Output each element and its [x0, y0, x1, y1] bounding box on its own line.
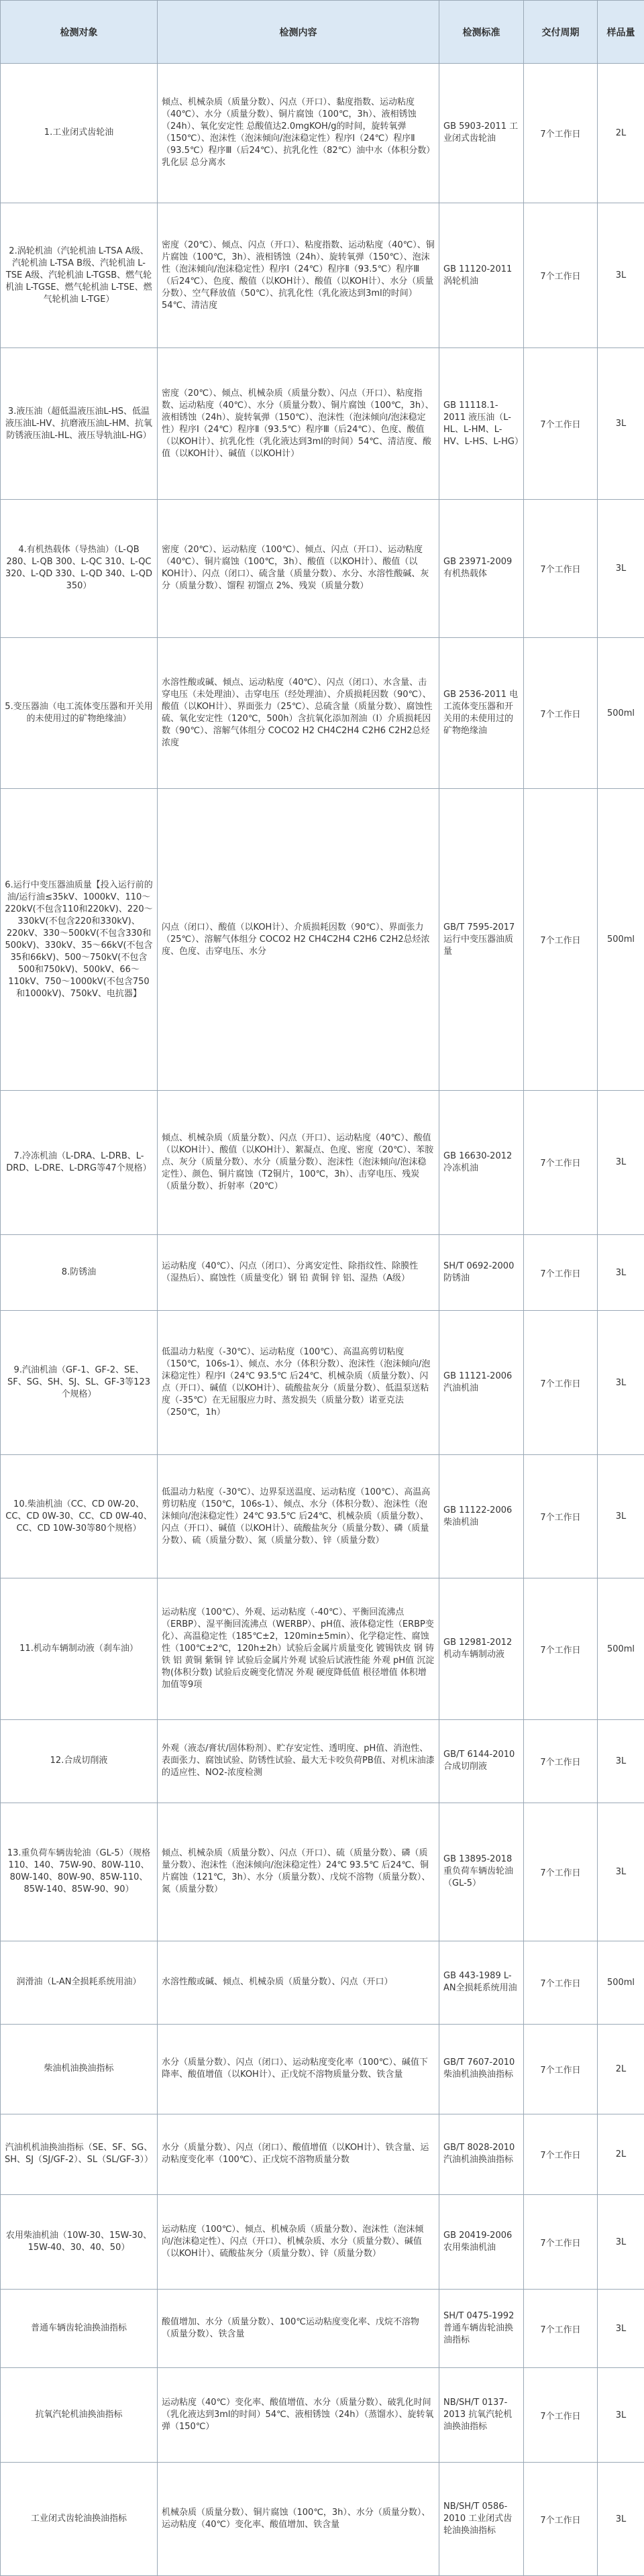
cell-amount: 3L: [598, 1234, 644, 1311]
table-row: [1, 2368, 644, 2463]
cell-amount: 500ml: [598, 1941, 644, 2024]
cell-standard: GB/T 7595-2017 运行中变压器油质量: [439, 789, 524, 1090]
cell-content: 外观（液态/膏状/固体粉剂）、贮存安定性、透明度、pH值、消泡性、表面张力、腐蚀试验、防锈性试验、最大无卡咬负荷PB值、对机床油漆的适应性、NO2-浓度检测: [158, 1719, 439, 1803]
cell-content: 酸值增加、水分（质量分数）、100℃运动粘度变化率、戊烷不溶物（质量分数）、铁含量: [158, 2290, 439, 2368]
cell-content: 倾点、机械杂质（质量分数）、闪点（开口）、运动粘度（40℃）、酸值（以KOH计）、酸值（以KOH计）、絮凝点、色度、密度（20℃）、苯胺点、灰分（质量分数）、水分（质量分数）、泡沫性（泡沫倾向/泡沫稳定性）、颜色、铜片腐蚀（T2铜片，100℃，3h）、击穿电压、残炭（质量分数）、折射率（20℃）: [158, 1090, 439, 1234]
cell-object: 7.冷冻机油（L-DRA、L-DRB、L-DRD、L-DRE、L-DRG等47个规格）: [1, 1090, 158, 1234]
cell-content: 倾点、机械杂质（质量分数）、闪点（开口）、硫（质量分数）、磷（质量分数）、泡沫性（泡沫倾向/泡沫稳定性）24℃ 93.5℃ 后24℃、铜片腐蚀（121℃，3h）、水分（质量分数）、戊烷不溶物（质量分数）、氮（质量分数）: [158, 1803, 439, 1941]
cell-object: 10.柴油机油（CC、CD 0W-20、CC、CD 0W-30、CC、CD 0W-40、CC、CD 10W-30等80个规格）: [1, 1455, 158, 1578]
cell-standard: NB/SH/T 0586-2010 工业闭式齿轮油换油指标: [439, 2463, 524, 2576]
cell-period: 7个工作日: [524, 1803, 598, 1941]
cell-period: 7个工作日: [524, 2290, 598, 2368]
cell-content: 低温动力粘度（-30℃）、运动粘度（100℃）、高温高剪切粘度（150℃，106s-1）、倾点、水分（体积分数）、泡沫性（泡沫倾向/泡沫稳定性）程序Ⅰ（24℃ 93.5℃ 后24℃、机械杂质（质量分数）、闪点（开口）、碱值（以KOH计）、硫酸盐灰分（质量分数）、低温泵送粘度（-35℃）在无屈服应力时、蒸发损失（质量分数）诺亚克法（250℃，1h）: [158, 1311, 439, 1455]
cell-standard: GB/T 8028-2010 汽油机油换油指标: [439, 2114, 524, 2195]
cell-period: 7个工作日: [524, 1234, 598, 1311]
cell-period: 7个工作日: [524, 500, 598, 638]
cell-content: 水溶性酸或碱、倾点、机械杂质（质量分数）、闪点（开口）: [158, 1941, 439, 2024]
cell-amount: 3L: [598, 500, 644, 638]
header-row: [1, 1, 644, 64]
cell-period: 7个工作日: [524, 2114, 598, 2195]
header-standard: 检测标准: [439, 1, 524, 64]
table-row: [1, 789, 644, 1090]
table-row: [1, 1941, 644, 2024]
cell-standard: GB 13895-2018 重负荷车辆齿轮油（GL-5）: [439, 1803, 524, 1941]
cell-object: 农用柴油机油（10W-30、15W-30、15W-40、30、40、50）: [1, 2195, 158, 2290]
header-content: 检测内容: [158, 1, 439, 64]
cell-standard: NB/SH/T 0137-2013 抗氧汽轮机油换油指标: [439, 2368, 524, 2463]
cell-object: 柴油机油换油指标: [1, 2024, 158, 2114]
cell-period: 7个工作日: [524, 2024, 598, 2114]
cell-standard: GB 20419-2006 农用柴油机油: [439, 2195, 524, 2290]
cell-period: 7个工作日: [524, 1719, 598, 1803]
cell-amount: 3L: [598, 1311, 644, 1455]
cell-period: 7个工作日: [524, 1941, 598, 2024]
table-row: [1, 1803, 644, 1941]
cell-amount: 500ml: [598, 789, 644, 1090]
cell-amount: 3L: [598, 2463, 644, 2576]
cell-content: 闪点（闭口）、酸值（以KOH计）、介质损耗因数（90℃）、界面张力（25℃）、溶解气体组分 COCO2 H2 CH4C2H4 C2H6 C2H2总烃浓度、色度、击穿电压、水分: [158, 789, 439, 1090]
cell-amount: 2L: [598, 2024, 644, 2114]
cell-standard: SH/T 0475-1992 普通车辆齿轮油换油指标: [439, 2290, 524, 2368]
cell-amount: 3L: [598, 203, 644, 347]
cell-amount: 2L: [598, 2114, 644, 2195]
cell-standard: GB/T 6144-2010 合成切削液: [439, 1719, 524, 1803]
cell-period: 7个工作日: [524, 203, 598, 347]
cell-object: 8.防锈油: [1, 1234, 158, 1311]
cell-content: 密度（20℃）、倾点、机械杂质（质量分数）、闪点（开口）、粘度指数、运动粘度（40℃）、水分（质量分数）、铜片腐蚀（100℃，3h）、液相锈蚀（24h）、旋转氧弹（150℃）、泡沫性（泡沫倾向/泡沫稳定性）程序Ⅰ（24℃）程序Ⅱ（93.5℃）程序Ⅲ（后24℃）、色度、酸值（以KOH计）、抗乳化性（乳化液达到3ml的时间）54℃、清洁度、酸值（以KOH计）、碱值（以KOH计）: [158, 348, 439, 500]
cell-content: 水分（质量分数）、闪点（闭口）、酸值增值（以KOH计）、铁含量、运动粘度变化率（100℃）、正戊烷不溶物质量分数: [158, 2114, 439, 2195]
table-row: [1, 637, 644, 789]
cell-period: 7个工作日: [524, 2195, 598, 2290]
header-period: 交付周期: [524, 1, 598, 64]
cell-period: 7个工作日: [524, 1090, 598, 1234]
cell-content: 低温动力粘度（-30℃）、边界泵送温度、运动粘度（100℃）、高温高剪切粘度（150℃，106s-1）、倾点、水分（体积分数）、泡沫性（泡沫倾向/泡沫稳定性）24℃ 93.5℃ 后24℃、机械杂质（质量分数）、闪点（开口）、碱值（以KOH计）、硫酸盐灰分（质量分数）、磷（质量分数）、硫（质量分数）、氮（质量分数）、锌（质量分数）: [158, 1455, 439, 1578]
cell-content: 水分（质量分数）、闪点（闭口）、运动粘度变化率（100℃）、碱值下降率、酸值增值（以KOH计）、正戊烷不溶物质量分数、铁含量: [158, 2024, 439, 2114]
cell-content: 机械杂质（质量分数）、铜片腐蚀（100℃，3h）、水分（质量分数）、运动粘度（40℃）变化率、酸值增加、铁含量: [158, 2463, 439, 2576]
cell-amount: 3L: [598, 1090, 644, 1234]
cell-content: 运动粘度（100℃）、外观、运动粘度（-40℃）、平衡回流沸点（ERBP）、湿平衡回流沸点（WERBP）、pH值、液体稳定性（ERBP变化）、高温稳定性（185℃±2，120min±5min）、化学稳定性、腐蚀性（100℃±2℃，120h±2h）试验后金属片质量变化 镀锡铁皮 钢 铸铁 铝 黄铜 紫铜 锌 试验后金属片外观 试验后试液性能 外观 pH值 沉淀物(体积分数) 试验后皮碗变化情况 外观 硬度降低值 根径增值 体积增加值等9项: [158, 1578, 439, 1719]
cell-object: 12.合成切削液: [1, 1719, 158, 1803]
table-row: [1, 500, 644, 638]
cell-period: 7个工作日: [524, 64, 598, 203]
cell-content: 倾点、机械杂质（质量分数）、闪点（开口）、黏度指数、运动粘度（40℃）、水分（质量分数）、铜片腐蚀（100℃，3h）、液相锈蚀（24h）、氧化安定性 总酸值达2.0mgKOH/g的时间，旋转氧弹（150℃）、泡沫性（泡沫倾向/泡沫稳定性）程序Ⅰ（24℃）程序Ⅱ（93.5℃）程序Ⅲ（后24℃）、抗乳化性（82℃）油中水（体积分数）乳化层 总分离水: [158, 64, 439, 203]
cell-period: 7个工作日: [524, 348, 598, 500]
table-row: [1, 2195, 644, 2290]
cell-object: 13.重负荷车辆齿轮油（GL-5）（规格110、140、75W-90、80W-110、80W-140、80W-90、85W-110、85W-140、85W-90、90）: [1, 1803, 158, 1941]
cell-standard: GB 11122-2006 柴油机油: [439, 1455, 524, 1578]
cell-standard: GB 12981-2012 机动车辆制动液: [439, 1578, 524, 1719]
cell-standard: SH/T 0692-2000 防锈油: [439, 1234, 524, 1311]
cell-standard: GB/T 7607-2010 柴油机油换油指标: [439, 2024, 524, 2114]
cell-amount: 3L: [598, 1803, 644, 1941]
table-row: [1, 64, 644, 203]
table-row: [1, 1578, 644, 1719]
cell-period: 7个工作日: [524, 2463, 598, 2576]
cell-object: 3.液压油（超低温液压油L-HS、低温液压油L-HV、抗磨液压油L-HM、抗氧防锈液压油L-HL、液压导轨油L-HG）: [1, 348, 158, 500]
cell-object: 抗氧汽轮机油换油指标: [1, 2368, 158, 2463]
table-row: [1, 2463, 644, 2576]
cell-object: 11.机动车辆制动液（刹车油）: [1, 1578, 158, 1719]
cell-standard: GB 2536-2011 电工流体变压器和开关用的未使用过的矿物绝缘油: [439, 637, 524, 789]
cell-standard: GB 23971-2009 有机热载体: [439, 500, 524, 638]
cell-object: 5.变压器油（电工流体变压器和开关用的未使用过的矿物绝缘油）: [1, 637, 158, 789]
cell-period: 7个工作日: [524, 1455, 598, 1578]
cell-period: 7个工作日: [524, 2368, 598, 2463]
cell-amount: 3L: [598, 2195, 644, 2290]
cell-content: 运动粘度（100℃）、倾点、机械杂质（质量分数）、泡沫性（泡沫倾向/泡沫稳定性）、闪点（开口）、机械杂质、水分（质量分数）、碱值（以KOH计）、硫酸盐灰分（质量分数）、锌（质量分数）: [158, 2195, 439, 2290]
header-object: 检测对象: [1, 1, 158, 64]
cell-object: 1.工业闭式齿轮油: [1, 64, 158, 203]
cell-amount: 3L: [598, 348, 644, 500]
table-row: [1, 203, 644, 347]
cell-content: 运动粘度（40℃）变化率、酸值增值、水分（质量分数）、破乳化时间（乳化液达到3ml的时间）54℃、液相锈蚀（24h）（蒸馏水）、旋转氧弹（150℃）: [158, 2368, 439, 2463]
cell-standard: GB 11120-2011 涡轮机油: [439, 203, 524, 347]
cell-object: 润滑油（L-AN全损耗系统用油）: [1, 1941, 158, 2024]
table-row: [1, 1234, 644, 1311]
cell-standard: GB 5903-2011 工业闭式齿轮油: [439, 64, 524, 203]
cell-object: 汽油机机油换油指标（SE、SF、SG、SH、SJ（SJ/GF-2）、SL（SL/GF-3））: [1, 2114, 158, 2195]
cell-standard: GB 11121-2006 汽油机油: [439, 1311, 524, 1455]
cell-object: 9.汽油机油（GF-1、GF-2、SE、SF、SG、SH、SJ、SL、GF-3等123个规格）: [1, 1311, 158, 1455]
cell-standard: GB 16630-2012 冷冻机油: [439, 1090, 524, 1234]
cell-content: 密度（20℃）、倾点、闪点（开口）、粘度指数、运动粘度（40℃）、铜片腐蚀（100℃，3h）、液相锈蚀（24h）、旋转氧弹（150℃）、泡沫性（泡沫倾向/泡沫稳定性）程序Ⅰ（24℃）程序Ⅱ（93.5℃）程序Ⅲ（后24℃）、色度、酸值（以KOH计）、酸值（以KOH计）、水分（质量分数）、空气释放值（50℃）、抗乳化性（乳化液达到3ml的时间）54℃、清洁度: [158, 203, 439, 347]
cell-object: 普通车辆齿轮油换油指标: [1, 2290, 158, 2368]
cell-amount: 3L: [598, 2290, 644, 2368]
cell-object: 6.运行中变压器油质量【投入运行前的油/运行油≤35kV、1000kV、110～220kV(不包含110和220kV)、220～330kV(不包含220和330kV)、220kV、330～500kV(不包含330和500kV)、330kV、35～66kV(不包含35和66kV)、500～750kV(不包含500和750kV)、500kV、66～110kV、750～1000kV(不包含750和1000kV)、750kV、电抗器】: [1, 789, 158, 1090]
cell-period: 7个工作日: [524, 1311, 598, 1455]
table-row: [1, 2290, 644, 2368]
table-row: [1, 1090, 644, 1234]
cell-period: 7个工作日: [524, 789, 598, 1090]
cell-period: 7个工作日: [524, 1578, 598, 1719]
cell-period: 7个工作日: [524, 637, 598, 789]
table-row: [1, 2114, 644, 2195]
table-row: [1, 1719, 644, 1803]
table-body: [1, 64, 644, 2576]
cell-amount: 500ml: [598, 1578, 644, 1719]
cell-object: 4.有机热载体（导热油）（L-QB 280、L-QB 300、L-QC 310、L-QC 320、L-QD 330、L-QD 340、L-QD 350）: [1, 500, 158, 638]
table-row: [1, 1311, 644, 1455]
cell-object: 2.涡轮机油（汽轮机油 L-TSA A级、汽轮机油 L-TSA B级、汽轮机油 L-TSE A级、汽轮机油 L-TGSB、燃气轮机油 L-TGSE、燃气轮机油 L-TSE、燃气轮机油 L-TGE）: [1, 203, 158, 347]
cell-amount: 500ml: [598, 637, 644, 789]
cell-object: 工业闭式齿轮油换油指标: [1, 2463, 158, 2576]
table-row: [1, 2024, 644, 2114]
header-amount: 样品量: [598, 1, 644, 64]
cell-amount: 3L: [598, 1719, 644, 1803]
cell-amount: 3L: [598, 1455, 644, 1578]
cell-amount: 3L: [598, 2368, 644, 2463]
cell-standard: GB 443-1989 L-AN全损耗系统用油: [439, 1941, 524, 2024]
cell-content: 运动粘度（40℃）、闪点（闭口）、分离安定性、除指纹性、除膜性（湿热后）、腐蚀性（质量变化）钢 铅 黄铜 锌 铝、湿热（A级）: [158, 1234, 439, 1311]
cell-amount: 2L: [598, 64, 644, 203]
table-row: [1, 1455, 644, 1578]
table-row: [1, 348, 644, 500]
cell-content: 水溶性酸或碱、倾点、运动粘度（40℃）、闪点（闭口）、水含量、击穿电压（未处理油）、击穿电压（经处理油）、介质损耗因数（90℃）、酸值（以KOH计）、界面张力（25℃）、总硫含量（质量分数）、腐蚀性硫、氧化安定性（120℃，500h）含抗氧化添加剂油（I）介质损耗因数（90℃）、溶解气体组分 COCO2 H2 CH4C2H4 C2H6 C2H2总烃浓度: [158, 637, 439, 789]
cell-standard: GB 11118.1-2011 液压油（L-HL、L-HM、L-HV、L-HS、L-HG）: [439, 348, 524, 500]
cell-content: 密度（20℃）、运动粘度（100℃）、倾点、闪点（开口）、运动粘度（40℃）、铜片腐蚀（100℃，3h）、酸值（以KOH计）、酸值（以KOH计）、闪点（闭口）、硫含量（质量分数）、水分、水溶性酸碱、灰分（质量分数）、馏程 初馏点 2%、残炭（质量分数）: [158, 500, 439, 638]
